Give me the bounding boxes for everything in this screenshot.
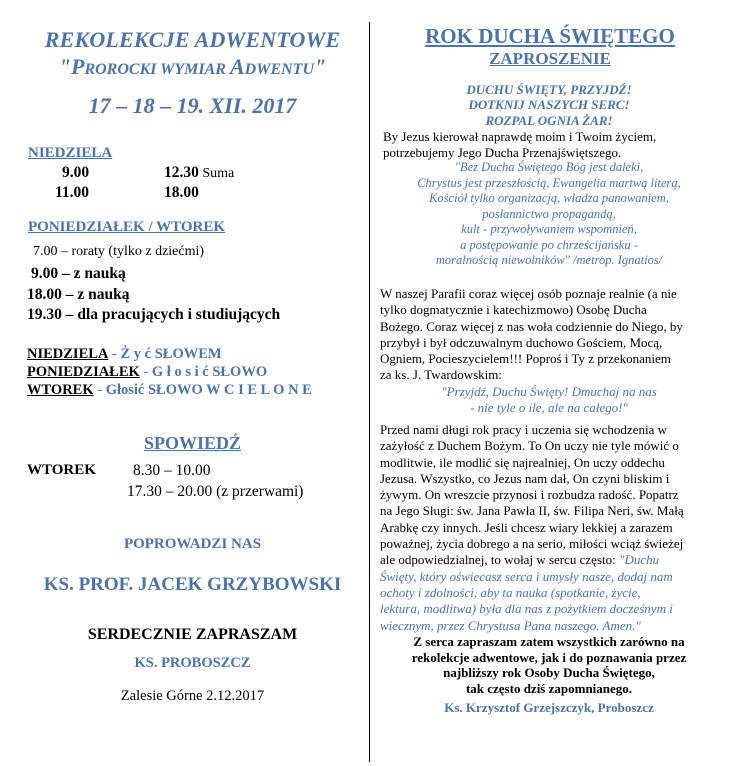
place-date: Zalesie Górne 2.12.2017 (120, 688, 265, 704)
theme-tuesday: WTOREK - Głosić SŁOWO W C I E L O N E (27, 382, 312, 398)
retreat-dates: 17 – 18 – 19. XII. 2017 (88, 93, 297, 118)
weekday-line-2: 9.00 – z nauką (31, 265, 126, 282)
year-title: ROK DUCHA ŚWIĘTEGO (425, 24, 675, 48)
weekday-line-1: 7.00 – roraty (tylko z dziećmi) (33, 244, 205, 259)
weekday-line-3: 18.00 – z nauką (27, 286, 130, 303)
pastor-label: KS. PROBOSZCZ (134, 655, 251, 671)
quote-ignatios: "Bez Ducha Świętego Bóg jest daleki, Chrystus jest przeszłością, Ewangelia martwą literą, Kościół tylko organizacją, władza panowaniem, posłannictwo propagandą, kult - przywoływaniem wspomnień, a postępowanie po chrześcijańsku - moralnością niewolników" /metrop. Ignatios/ (417, 160, 681, 267)
confession-heading: SPOWIEDŹ (143, 433, 242, 453)
invite-text: SERDECZNIE ZAPRASZAM (87, 626, 298, 643)
theme-monday: PONIEDZIAŁEK - G ł o s i ć SŁOWO (27, 364, 268, 380)
weekday-line-4: 19.30 – dla pracujących i studiujących (27, 306, 281, 323)
closing-invitation: Z serca zapraszam zatem wszystkich zarówno na rekolekcje adwentowe, jak i do poznawania przez najbliższy rok Osoby Ducha Świętego, tak często dziś zapomnianego. (411, 634, 687, 696)
prayer-block: DUCHU ŚWIĘTY, PRZYJDŹ! DOTKNIJ NASZYCH SERC! ROZPAL OGNIA ŻAR! (466, 82, 632, 128)
retreat-title: REKOLEKCJE ADWENTOWE (44, 27, 341, 52)
invitation-subtitle: ZAPROSZENIE (489, 49, 611, 68)
weekday-heading: PONIEDZIAŁEK / WTOREK (28, 219, 225, 235)
sunday-heading: NIEDZIELA (28, 145, 113, 161)
confession-day: WTOREK (27, 462, 96, 478)
sunday-time-3: 11.00 (55, 184, 90, 201)
intro-text: By Jezus kierował naprawdę moim i Twoim życiem, potrzebujemy Jego Ducha Przenajświętszego. (383, 129, 657, 160)
parish-paragraph: W naszej Parafii coraz więcej osób poznaje realnie (a nie tylko dogmatycznie i katechizmowo) Osobę Ducha Bożego. Coraz więcej z nas woła codziennie do Niego, by przybył i był odczuwalnym duchowo Gościem, Mocą, Ogniem, Pocieszycielem!!! Poproś i Ty z przekonaniem za ks. J. Twardowskim: (380, 286, 683, 383)
signature: Ks. Krzysztof Grzejszczyk, Proboszcz (444, 700, 654, 715)
theme-sunday: NIEDZIELA - Ż y ć SŁOWEM (27, 346, 222, 362)
preacher-name: KS. PROF. JACEK GRZYBOWSKI (43, 574, 342, 595)
spirit-paragraph: Przed nami długi rok pracy i uczenia się wchodzenia w zażyłość z Duchem Bożym. To On uczy nie tyle mówić o modlitwie, ile modlić się najrealniej, On uczy oddechu Jezusa. Wszystko, co Jezus nam dał, On czyni bliskim i żywym. On wreszcie przynosi i rozbudza radość. Popatrz na Jego Sługi: św. Jana Pawła II, św. Filipa Neri, św. Małą Arabkę czy innych. Jeśli chcesz wiary lekkiej a zarazem poważnej, życia dobrego a na serio, miłości wciąż świeżej ale odpowiedzialnej, to wołaj w sercu często: "Duchu Święty, który oświecasz serca i umysły nasze, dodaj nam ochoty i zdolności, aby ta nauka (spotkanie, życie, lektura, modlitwa) była dla nas z pożytkiem docześnym i wiecznym, przez Chrystusa Pana naszego. Amen." (380, 422, 684, 633)
led-by-label: POPROWADZI NAS (123, 536, 262, 552)
sunday-time-2: 12.30 Suma (164, 164, 235, 181)
retreat-subtitle: "PROROCKI WYMIAR ADWENTU" (58, 54, 327, 79)
sunday-time-1: 9.00 (62, 164, 90, 181)
sunday-time-4: 18.00 (164, 184, 199, 201)
confession-time-2: 17.30 – 20.00 (z przerwami) (127, 483, 304, 500)
quote-twardowski: "Przyjdź, Duchu Święty! Dmuchaj na nas - nie tyle o ile, ale na całego!" (441, 384, 657, 415)
confession-time-1: 8.30 – 10.00 (133, 462, 211, 479)
column-divider (369, 22, 370, 762)
